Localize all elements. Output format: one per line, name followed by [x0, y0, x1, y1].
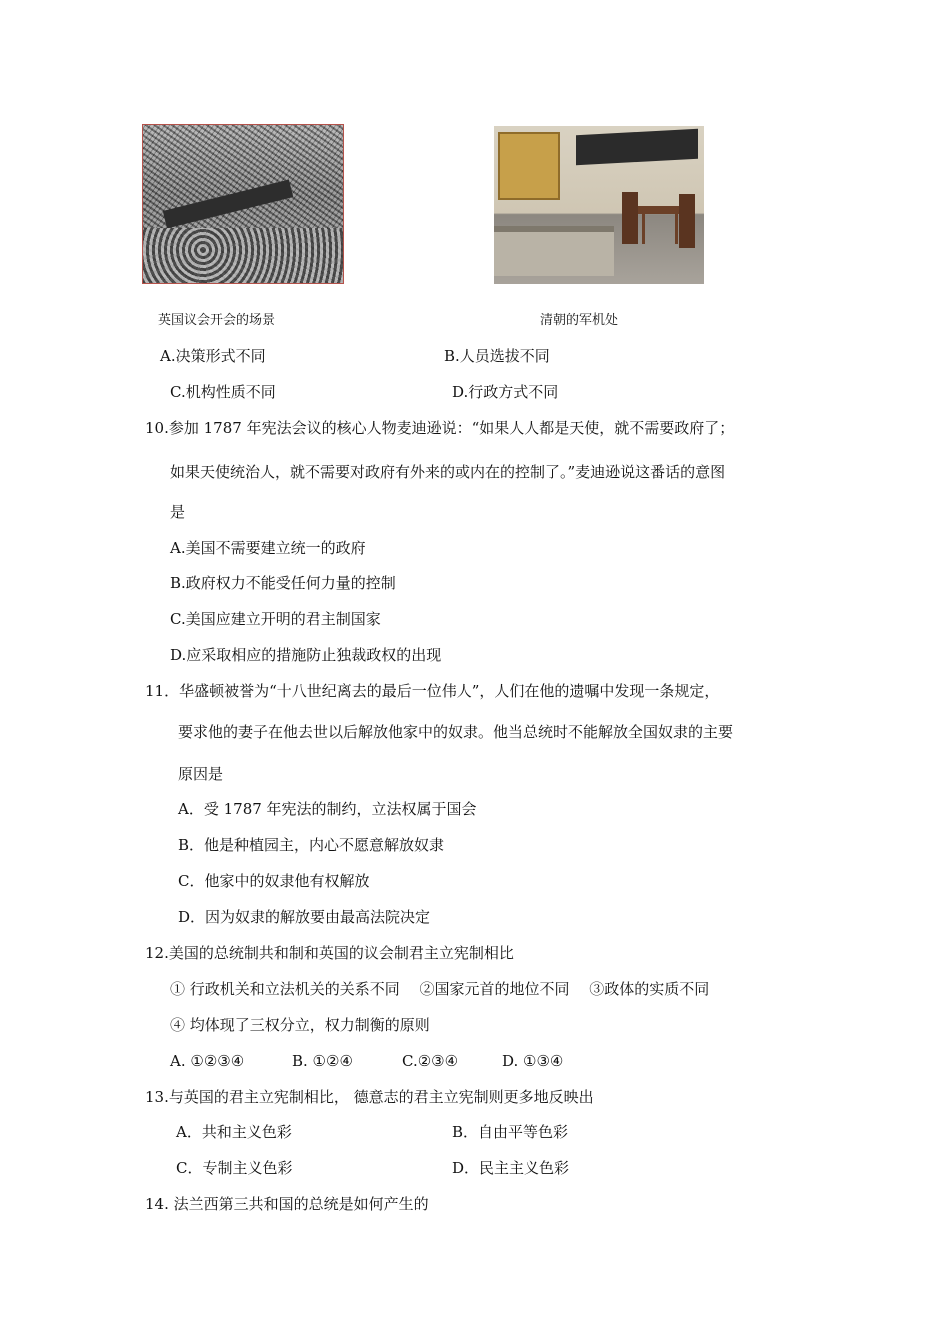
- q10-stem-line: 是: [170, 503, 186, 521]
- q12-stem: 12.美国的总统制共和制和英国的议会制君主立宪制相比: [145, 944, 514, 962]
- q11-option-a: A．受 1787 年宪法的制约，立法权属于国会: [178, 800, 477, 818]
- q9-option-c: C.机构性质不同: [170, 383, 276, 401]
- q13-option-b: B．自由平等色彩: [452, 1123, 569, 1141]
- q11-stem-line: 11．华盛顿被誉为“十八世纪离去的最后一位伟人”，人们在他的遗嘱中发现一条规定，: [145, 682, 720, 700]
- photo-detail: [494, 226, 614, 276]
- photo-detail: [163, 180, 293, 229]
- q11-stem-line: 原因是: [178, 765, 224, 783]
- q12-option-a: A. ①②③④: [170, 1052, 245, 1070]
- photo-detail: [498, 132, 560, 200]
- photo-detail: [638, 206, 682, 214]
- q9-option-b: B.人员选拔不同: [444, 347, 550, 365]
- photo-detail: [143, 228, 343, 283]
- q9-option-a: A.决策形式不同: [160, 347, 266, 365]
- q10-option-b: B.政府权力不能受任何力量的控制: [170, 574, 396, 592]
- q12-option-b: B. ①②④: [292, 1052, 353, 1070]
- q11-option-b: B．他是种植园主，内心不愿意解放奴隶: [178, 836, 445, 854]
- q13-option-a: A．共和主义色彩: [176, 1123, 292, 1141]
- photo-detail: [622, 192, 638, 244]
- q10-option-c: C.美国应建立开明的君主制国家: [170, 610, 381, 628]
- q10-option-d: D.应采取相应的措施防止独裁政权的出现: [170, 646, 442, 664]
- q10-option-a: A.美国不需要建立统一的政府: [170, 539, 366, 557]
- q12-items-line: ① 行政机关和立法机关的关系不同 ②国家元首的地位不同 ③政体的实质不同: [170, 980, 710, 998]
- q12-items-line: ④ 均体现了三权分立，权力制衡的原则: [170, 1016, 430, 1034]
- q12-option-d: D. ①③④: [502, 1052, 564, 1070]
- q13-stem: 13.与英国的君主立宪制相比， 德意志的君主立宪制则更多地反映出: [145, 1088, 594, 1106]
- photo-detail: [679, 194, 695, 248]
- q11-option-d: D．因为奴隶的解放要由最高法院决定: [178, 908, 431, 926]
- q10-stem-line: 10.参加 1787 年宪法会议的核心人物麦迪逊说：“如果人人都是天使，就不需要政府了；: [145, 419, 735, 437]
- q14-stem: 14. 法兰西第三共和国的总统是如何产生的: [145, 1195, 429, 1213]
- q13-option-c: C．专制主义色彩: [176, 1159, 293, 1177]
- grand-council-photo: [494, 126, 704, 284]
- q11-option-c: C．他家中的奴隶他有权解放: [178, 872, 370, 890]
- q10-stem-line: 如果天使统治人，就不需要对政府有外来的或内在的控制了。”麦迪逊说这番话的意图: [170, 463, 726, 481]
- figure-caption-right: 清朝的军机处: [540, 313, 619, 328]
- q9-option-d: D.行政方式不同: [452, 383, 559, 401]
- q12-option-c: C.②③④: [402, 1052, 459, 1070]
- photo-detail: [576, 129, 698, 165]
- figure-caption-left: 英国议会开会的场景: [158, 313, 276, 328]
- photo-detail: [642, 214, 678, 244]
- q11-stem-line: 要求他的妻子在他去世以后解放他家中的奴隶。他当总统时不能解放全国奴隶的主要: [178, 723, 734, 741]
- parliament-session-photo: [142, 124, 344, 284]
- q13-option-d: D．民主主义色彩: [452, 1159, 570, 1177]
